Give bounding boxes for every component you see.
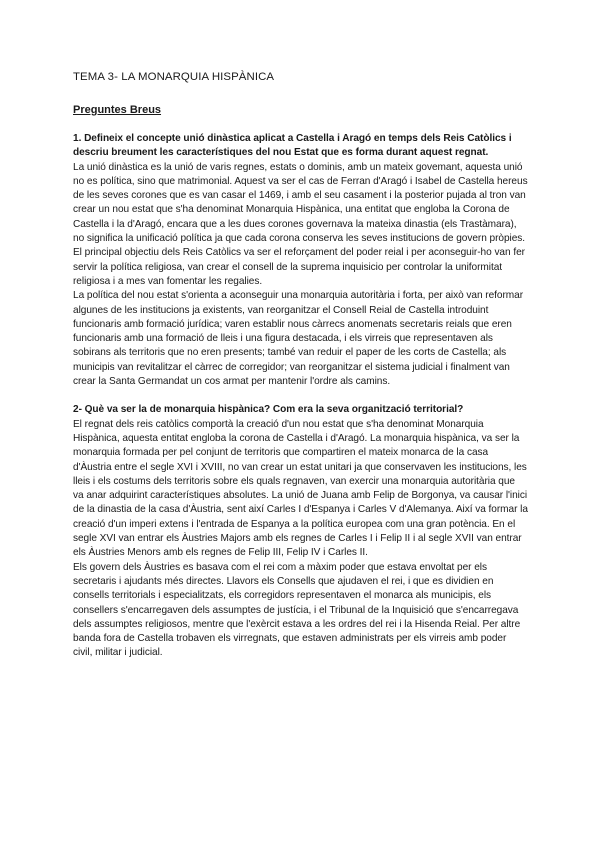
document-title: TEMA 3- LA MONARQUIA HISPÀNICA [73, 71, 275, 83]
answer-paragraph: La política del nou estat s'orienta a aconseguir una monarquia autoritària i forta, per això van reformar algunes de les institucions ja existents, van reorganitzar el Consell Reial de Castella introduint funcionaris amb formació jurídica; varen establir nous càrrecs anomenats secretaris reials que eren funcionaris amb una formació de lleis i una figura destacada, i els virreis que representaven als sobirans als territoris que no eren presents; també van reduir el paper de les corts de Castella; als municipis van revitalitzar el càrrec de corregidor; van reorganitzar el sistema judicial i finalment van crear la Santa Germandat un cos armat per mantenir l'ordre als camins. [73, 290, 524, 388]
question-1: 1. Defineix el concepte unió dinàstica aplicat a Castella i Aragó en temps dels Reis Catòlics i descriu breument les característiques del nou Estat que es forma durant aquest regnat. [73, 133, 512, 159]
question-block-2 [73, 403, 528, 660]
question-block-1 [73, 132, 528, 389]
spacer [73, 389, 528, 403]
answer-paragraph: El regnat dels reis catòlics comportà la creació d'un nou estat que s'ha denominat Monarquia Hispànica, aquesta entitat engloba la corona de Castella i d'Aragó. La monarquia hispànica, va ser la monarquia formada per pel conjunt de territoris que compartiren el mateix monarca de la casa d'Àustria entre el segle XVI i XVIII, no van crear un estat unitari ja que conservaven les institucions, les lleis i els costums dels territoris sobre els quals regnaven, van exercir una monarquia autoritària que va anar adquirint característiques absolutes. La unió de Juana amb Felip de Borgonya, va causar l'inici de la dinastia de la casa d'Àustria, sent així Carles I d'Espanya i Carles V d'Alemanya. Així va formar la creació d'un imperi extens i l'entrada de Espanya a la política europea com una gran potència. En el segle XVI van entrar els Àustries Majors amb els regnes de Carles I i Felip II i al segle XVII van entrar els Àustries Menors amb els regnes de Felip III, Felip IV i Carles II. [73, 418, 528, 559]
answer-paragraph: La unió dinàstica es la unió de varis regnes, estats o dominis, amb un mateix govemant, aquesta unió no es política, sino que matrimonial. Aquest va ser el cas de Ferran d'Aragó i Isabel de Castella hereus de les seves corones que es van casar el 1469, i amb el seu casament i la posterior pujada al tron van crear un nou estat que s'ha denominat Monarquia Hispànica, una entitat que engloba la Corona de Castella i la d'Aragó, encara que a les dues corones governava la mateixa dinastia (els Trastàmara), no significa la unificació política ja que cada corona conserva les seves institucions de govern pròpies. El principal objectiu dels Reis Catòlics va ser el reforçament del poder reial i per aconseguir-ho van fer servir la política religiosa, van crear el consell de la suprema inquisicio per controlar la uniformitat religiosa i a mes van fomentar les regalies. [73, 161, 528, 287]
question-2: 2- Què va ser la de monarquia hispànica? Com era la seva organització territorial? [73, 404, 464, 416]
section-heading: Preguntes Breus [73, 104, 162, 116]
answer-paragraph: Els govern dels Àustries es basava com el rei com a màxim poder que estava envoltat per els secretaris i ajudants més directes. Llavors els Consells que ajudaven el rei, i que es dividien en consells territorials i especialitzats, els corregidors representaven el monarca als municipis, els consellers s'encarregaven dels assumptes de justícia, i el Tribunal de la Inquisició que s'encarregava dels assumptes religiosos, mentre que l'exèrcit estava a les ordres del rei i la Hisenda Reial. Per altre banda fora de Castella trobaven els virregnats, que estaven administrats per els virreis amb poder civil, militar i judicial. [73, 561, 521, 659]
document-body [73, 70, 528, 661]
